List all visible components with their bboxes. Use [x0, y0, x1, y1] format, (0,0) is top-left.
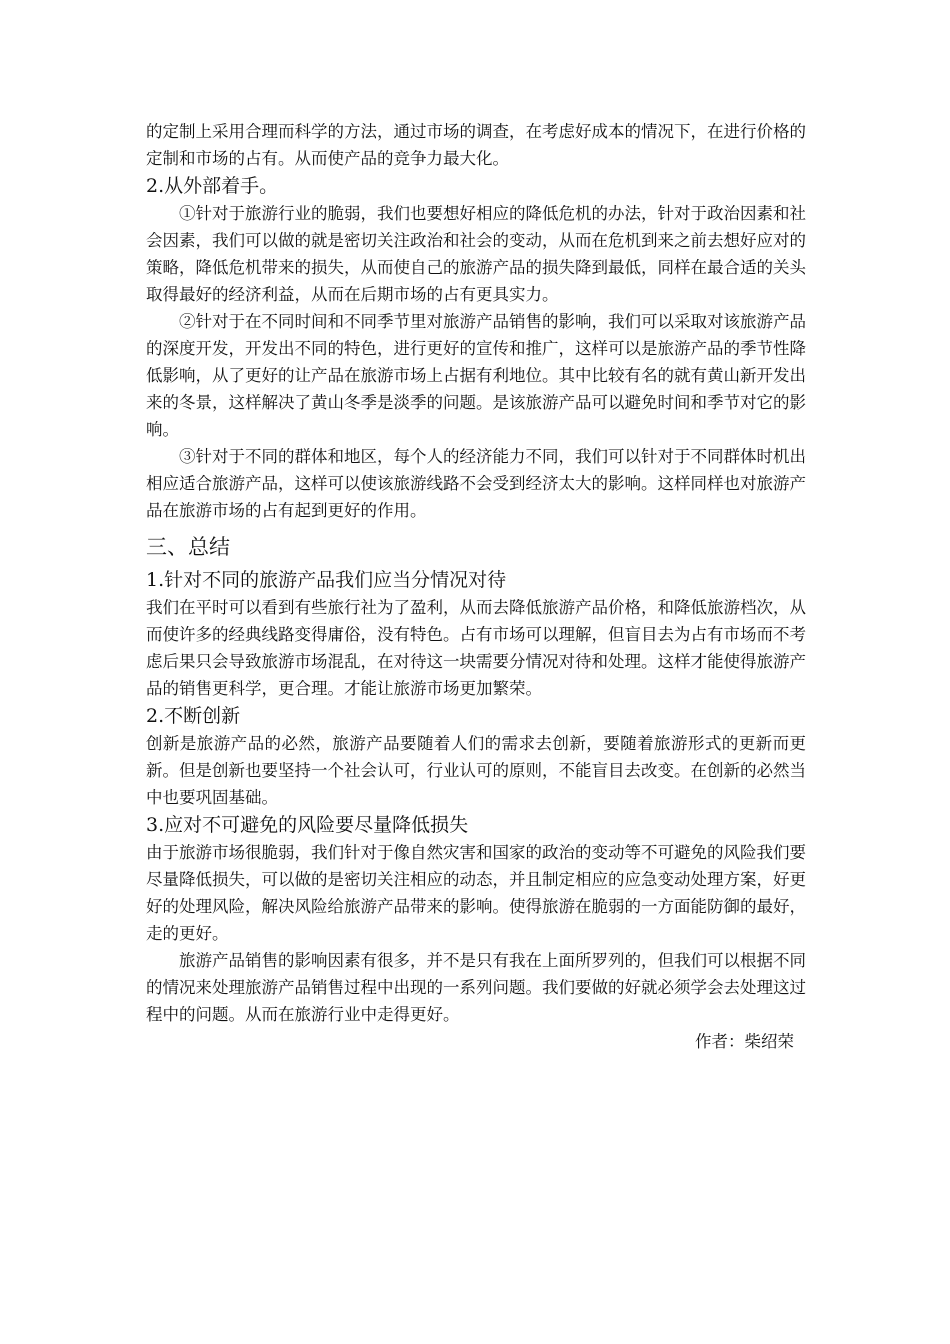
paragraph-external-2: ②针对于在不同时间和不同季节里对旅游产品销售的影响，我们可以采取对该旅游产品的深度开发，开发出不同的特色，进行更好的宣传和推广，这样可以是旅游产品的季节性降低影响，从了更好的让产品在旅游市场上占据有利地位。其中比较有名的就有黄山新开发出来的冬景，这样解决了黄山冬季是淡季的问题。是该旅游产品可以避免时间和季节对它的影响。 [146, 312, 806, 439]
heading-external: 2.从外部着手。 [146, 175, 279, 197]
paragraph-external-1: ①针对于旅游行业的脆弱，我们也要想好相应的降低危机的办法，针对于政治因素和社会因素，我们可以做的就是密切关注政治和社会的变动，从而在危机到来之前去想好应对的策略，降低危机带来的损失，从而使自己的旅游产品的损失降到最低，同样在最合适的关头取得最好的经济利益，从而在后期市场的占有更具实力。 [146, 204, 806, 304]
paragraph-external-3: ③针对于不同的群体和地区，每个人的经济能力不同，我们可以针对于不同群体时机出相应适合旅游产品，这样可以使该旅游线路不会受到经济太大的影响。这样同样也对旅游产品在旅游市场的占有起到更好的作用。 [146, 447, 806, 520]
paragraph-summary-1: 我们在平时可以看到有些旅行社为了盈利，从而去降低旅游产品价格，和降低旅游档次，从而使许多的经典线路变得庸俗，没有特色。占有市场可以理解，但盲目去为占有市场而不考虑后果只会导致旅游市场混乱，在对待这一块需要分情况对待和处理。这样才能使得旅游产品的销售更科学，更合理。才能让旅游市场更加繁荣。 [146, 598, 806, 698]
document-page [146, 118, 806, 1055]
paragraph-summary-3: 由于旅游市场很脆弱，我们针对于像自然灾害和国家的政治的变动等不可避免的风险我们要尽量降低损失，可以做的是密切关注相应的动态，并且制定相应的应急变动处理方案，好更好的处理风险，解决风险给旅游产品带来的影响。使得旅游在脆弱的一方面能防御的最好，走的更好。 [146, 843, 806, 943]
heading-summary-1: 1.针对不同的旅游产品我们应当分情况对待 [146, 569, 507, 591]
heading-summary-3: 3.应对不可避免的风险要尽量降低损失 [146, 814, 469, 836]
author-line: 作者：柴绍荣 [695, 1032, 794, 1051]
heading-summary: 三、总结 [146, 535, 230, 559]
heading-summary-2: 2.不断创新 [146, 705, 241, 727]
paragraph-summary-2: 创新是旅游产品的必然，旅游产品要随着人们的需求去创新，要随着旅游形式的更新而更新。但是创新也要坚持一个社会认可，行业认可的原则，不能盲目去改变。在创新的必然当中也要巩固基础。 [146, 734, 806, 807]
paragraph-intro: 的定制上采用合理而科学的方法，通过市场的调查，在考虑好成本的情况下，在进行价格的定制和市场的占有。从而使产品的竞争力最大化。 [146, 122, 806, 168]
paragraph-conclusion: 旅游产品销售的影响因素有很多，并不是只有我在上面所罗列的，但我们可以根据不同的情况来处理旅游产品销售过程中出现的一系列问题。我们要做的好就必须学会去处理这过程中的问题。从而在旅游行业中走得更好。 [146, 951, 806, 1024]
